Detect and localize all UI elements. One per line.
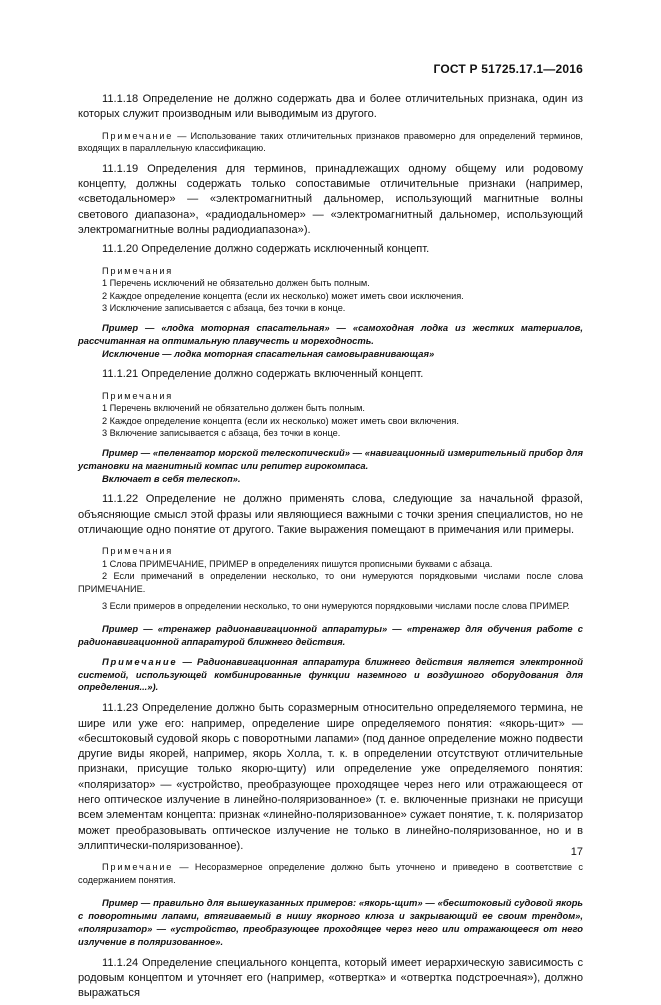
example-inclusion: Включает в себя телескоп».: [102, 472, 241, 484]
example-11-1-20: Пример — «лодка моторная спасательная» — «самоходная лодка из жестких материалов, рассчитанная на оптимальную плавучесть и мореходность.: [78, 321, 583, 346]
example-11-1-22: Пример — «тренажер радионавигационной аппаратуры» — «тренажер для обучения работе с радионавигационной аппаратурой ближнего действия.: [78, 623, 583, 648]
paragraph-11-1-23: 11.1.23 Определение должно быть соразмерным относительно определяемого термина, не шире или уже его: например, определение шире определяемого понятия: «якорь-щит» — «бесштоковый судовой якорь с поворотными лапами» (под данное определение можно подвести другие виды якорей, например, якорь Холла, т. к. в определении отсутствуют отличительные признаки, присущие только якорю-щиту) или определение уже определяемого понятия: «поляризатор» — «устройство, преобразующее проходящее через него или отражающееся от него оптическое излучение в линейно-поляризованное» (т. е. включенные признаки не присущи всем элементам концепта: признак «линейно-поляризованное» сужает понятие, т. к. поляризатор может преобразовывать оптическое излучение не только в линейно-поляризованное, но и в эллиптически-поляризованное).: [78, 702, 583, 852]
example-11-1-21: Пример — «пеленгатор морской телескопический» — «навигационный измерительный прибор для установки на магнитный компас или репитер гирокомпаса.: [78, 447, 583, 471]
note-label: Примечание: [102, 130, 174, 141]
note-11-1-23: [78, 861, 583, 886]
note-item: 3 Исключение записывается с абзаца, без точки в конце.: [102, 303, 346, 314]
note-11-1-18: [78, 130, 583, 155]
paragraph-11-1-22: 11.1.22 Определение не должно применять слова, следующие за начальной фразой, объясняющие смысл этой фразы или являющиеся важными с точки зрения специалистов, но не отличающие одно понятие от другого. Такие выражения помещают в примечания или примеры.: [78, 493, 583, 536]
notes-label: Примечания: [102, 546, 174, 557]
example-exclusion: Исключение — лодка моторная спасательная самовыравнивающая»: [102, 347, 435, 359]
notes-label: Примечания: [102, 265, 174, 276]
notes-label: Примечания: [102, 390, 174, 401]
paragraph-11-1-19: 11.1.19 Определения для терминов, принадлежащих одному общему или родовому концепту, должны содержать только сопоставимые отличительные признаки (например, «светодальномер» — «электромагнитный дальномер, использующий магнитные волны светового диапазона», «радиодальномер» — «электромагнитный дальномер, использующий электромагнитные волны радиодиапазона»).: [78, 162, 583, 236]
note-item: 2 Каждое определение концепта (если их несколько) может иметь свои исключения.: [102, 290, 464, 301]
note-item: 1 Слова ПРИМЕЧАНИЕ, ПРИМЕР в определениях пишутся прописными буквами с абзаца.: [102, 558, 493, 569]
paragraph-11-1-18: 11.1.18 Определение не должно содержать два и более отличительных признака, один из которых служит производным или выводимым из другого.: [78, 93, 583, 121]
note-label: Примечание: [102, 862, 174, 873]
note-item: 2 Каждое определение концепта (если их несколько) может иметь свои включения.: [102, 415, 459, 426]
page-number: 17: [570, 846, 583, 858]
note-text: — Использование таких отличительных признаков правомерно для определений терминов, входящих в параллельную классификацию.: [78, 130, 583, 154]
paragraph-11-1-20: 11.1.20 Определение должно содержать исключенный концепт.: [102, 243, 430, 256]
note-item: 1 Перечень исключений не обязательно должен быть полным.: [102, 278, 370, 289]
note-text: — Радионавигационная аппаратура ближнего действия является электронной системой, использующей комбинированные функции наземного и воздушного оборудования для определения...»).: [78, 655, 583, 693]
paragraph-11-1-21: 11.1.21 Определение должно содержать включенный концепт.: [102, 368, 424, 381]
example-note: [78, 656, 583, 694]
note-item: 3 Включение записывается с абзаца, без точки в конце.: [102, 428, 341, 439]
paragraph-11-1-24: 11.1.24 Определение специального концепта, который имеет иерархическую зависимость с родовым концептом и уточняет его (например, «отвертка» и «отвертка подстроечная»), должно выражаться: [78, 956, 583, 1000]
note-text: — Несоразмерное определение должно быть уточнено и приведено в соответствие с содержанием понятия.: [78, 862, 583, 885]
note-item: 2 Если примечаний в определении несколько, то они нумеруются порядковыми числами после слова ПРИМЕЧАНИЕ.: [78, 571, 583, 595]
note-item: 3 Если примеров в определении несколько, то они нумеруются порядковыми числами после слова ПРИМЕР.: [102, 600, 570, 611]
example-11-1-23: Пример — правильно для вышеуказанных примеров: «якорь-щит» — «бесштоковый судовой якорь с поворотными лапами, втягиваемый в нишу якорного клюза и закрывающий ее своим трендом», «поляризатор» — «устройство, преобразующее проходящее через него или отражающееся от него излучение в поляризованное».: [78, 897, 583, 947]
note-item: 1 Перечень включений не обязательно должен быть полным.: [102, 403, 365, 414]
document-code-header: ГОСТ Р 51725.17.1—2016: [433, 62, 583, 76]
page-content: [78, 92, 583, 1005]
note-label: Примечание: [102, 655, 178, 667]
